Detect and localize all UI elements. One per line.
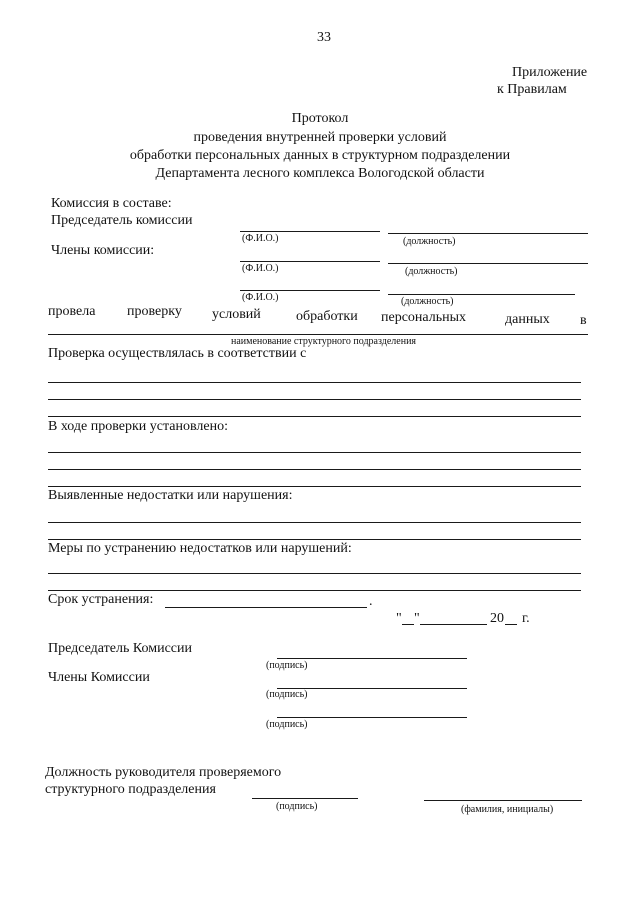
head-signature-caption: (подпись): [276, 801, 318, 812]
member2-signature-line: [277, 717, 467, 718]
conducted-word-5: персональных: [381, 310, 467, 325]
violations-line-1: [48, 522, 581, 523]
date-year-prefix: 20: [490, 611, 504, 626]
head-name-caption: (фамилия, инициалы): [461, 804, 554, 815]
basis-line-3: [48, 416, 581, 417]
member1-fio-line: [240, 261, 380, 262]
conducted-word-7: в: [580, 313, 587, 328]
conducted-word-2: проверку: [127, 304, 182, 319]
basis-line-1: [48, 382, 581, 383]
deadline-dot: .: [369, 594, 373, 609]
chairman-signature-label: Председатель Комиссии: [48, 641, 192, 656]
measures-line-2: [48, 590, 581, 591]
member2-signature-caption: (подпись): [266, 719, 308, 730]
conducted-word-3: условий: [212, 307, 261, 322]
established-line-3: [48, 486, 581, 487]
deadline-label: Срок устранения:: [48, 592, 154, 607]
unit-name-caption: наименование структурного подразделения: [231, 336, 417, 347]
measures-label: Меры по устранению недостатков или нарушений:: [48, 541, 352, 556]
date-year-suffix: г.: [522, 611, 530, 626]
violations-line-2: [48, 539, 581, 540]
appendix-line-2: к Правилам: [497, 82, 567, 97]
conducted-word-4: обработки: [296, 309, 358, 324]
conducted-word-1: провела: [48, 304, 96, 319]
member1-fio-caption: (Ф.И.О.): [242, 263, 279, 274]
members-signature-label: Члены Комиссии: [48, 670, 150, 685]
title-line-4: Департамента лесного комплекса Вологодской области: [155, 166, 485, 181]
head-position-line-2: структурного подразделения: [45, 782, 216, 797]
chairman-fio-line: [240, 231, 380, 232]
chairman-position-line: [388, 233, 588, 234]
member2-fio-line: [240, 290, 380, 291]
chairman-position-caption: (должность): [403, 236, 456, 247]
page-number: 33: [317, 30, 331, 45]
head-signature-line: [252, 798, 358, 799]
chairman-signature-line: [277, 658, 467, 659]
measures-line-1: [48, 573, 581, 574]
title-line-2: проведения внутренней проверки условий: [193, 130, 447, 145]
chairman-label: Председатель комиссии: [51, 213, 193, 228]
head-position-line-1: Должность руководителя проверяемого: [45, 765, 282, 780]
chairman-fio-caption: (Ф.И.О.): [242, 233, 279, 244]
date-quote-close: ": [414, 611, 420, 626]
unit-name-line: [48, 334, 588, 335]
member1-position-caption: (должность): [405, 266, 458, 277]
date-month-line: [420, 624, 487, 625]
established-label: В ходе проверки установлено:: [48, 419, 228, 434]
basis-label: Проверка осуществлялась в соответствии с: [48, 346, 307, 361]
established-line-1: [48, 452, 581, 453]
date-day-line: [402, 624, 414, 625]
conducted-word-6: данных: [505, 312, 550, 327]
title-line-1: Протокол: [291, 111, 349, 126]
member1-signature-caption: (подпись): [266, 689, 308, 700]
member1-position-line: [388, 263, 588, 264]
member2-position-caption: (должность): [401, 296, 454, 307]
members-label: Члены комиссии:: [51, 243, 155, 258]
title-line-3: обработки персональных данных в структурном подразделении: [129, 148, 511, 163]
date-year-line: [505, 624, 517, 625]
appendix-line-1: Приложение: [512, 65, 588, 80]
basis-line-2: [48, 399, 581, 400]
violations-label: Выявленные недостатки или нарушения:: [48, 488, 293, 503]
deadline-line: [165, 607, 367, 608]
member2-fio-caption: (Ф.И.О.): [242, 292, 279, 303]
commission-composition: Комиссия в составе:: [51, 196, 172, 211]
chairman-signature-caption: (подпись): [266, 660, 308, 671]
head-name-line: [424, 800, 582, 801]
member2-position-line: [388, 294, 575, 295]
date-quote-open: ": [396, 611, 402, 626]
established-line-2: [48, 469, 581, 470]
